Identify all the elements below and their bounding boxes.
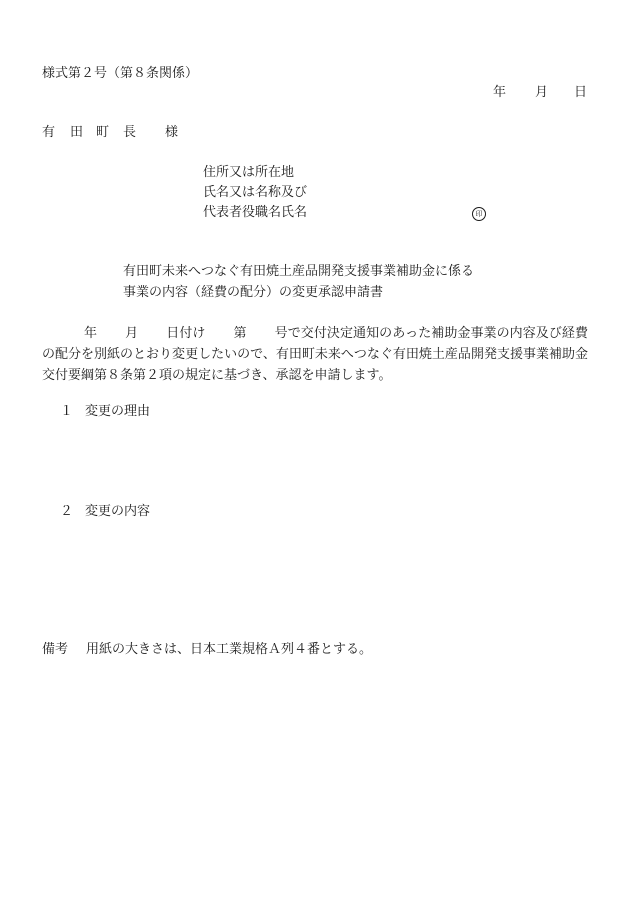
form-number: 様式第２号（第８条関係） <box>42 66 199 81</box>
date-day: 日 <box>574 85 588 100</box>
addressee-char: 有 <box>42 125 56 140</box>
name-label: 氏名又は名称及び <box>203 185 308 200</box>
seal-icon: 印 <box>472 207 486 221</box>
section-label: 変更の内容 <box>85 504 151 519</box>
date-year: 年 <box>493 85 507 100</box>
addressee-char: 町 <box>96 125 110 140</box>
body-paragraph <box>42 323 588 386</box>
body-year: 年 <box>84 326 98 341</box>
address-label: 住所又は所在地 <box>203 165 295 180</box>
section-number: ２ <box>60 504 74 519</box>
addressee-char: 長 <box>123 125 137 140</box>
representative-label: 代表者役職名氏名 <box>203 205 308 220</box>
section-label: 変更の理由 <box>85 404 151 419</box>
addressee-char: 田 <box>70 125 84 140</box>
section-number: １ <box>60 404 74 419</box>
remarks-label: 備考 <box>42 642 69 657</box>
addressee-honorific: 様 <box>165 125 179 140</box>
body-month: 月 <box>125 326 139 341</box>
remarks-text: 用紙の大きさは、日本工業規格Ａ列４番とする。 <box>86 642 373 657</box>
title-line-2: 事業の内容（経費の配分）の変更承認申請書 <box>123 285 384 300</box>
date-month: 月 <box>535 85 549 100</box>
title-line-1: 有田町未来へつなぐ有田焼土産品開発支援事業補助金に係る <box>123 264 475 279</box>
body-text: 号で交付決定通知のあった補助金事業の内容及び経費の配分を別紙のとおり変更したいので、有田町未来へつなぐ有田焼土産品開発支援事業補助金交付要綱第８条第２項の規定に基づき、承認を申請します。 <box>42 326 588 383</box>
body-number-prefix: 第 <box>233 326 247 341</box>
body-day-dated: 日付け <box>166 326 206 341</box>
